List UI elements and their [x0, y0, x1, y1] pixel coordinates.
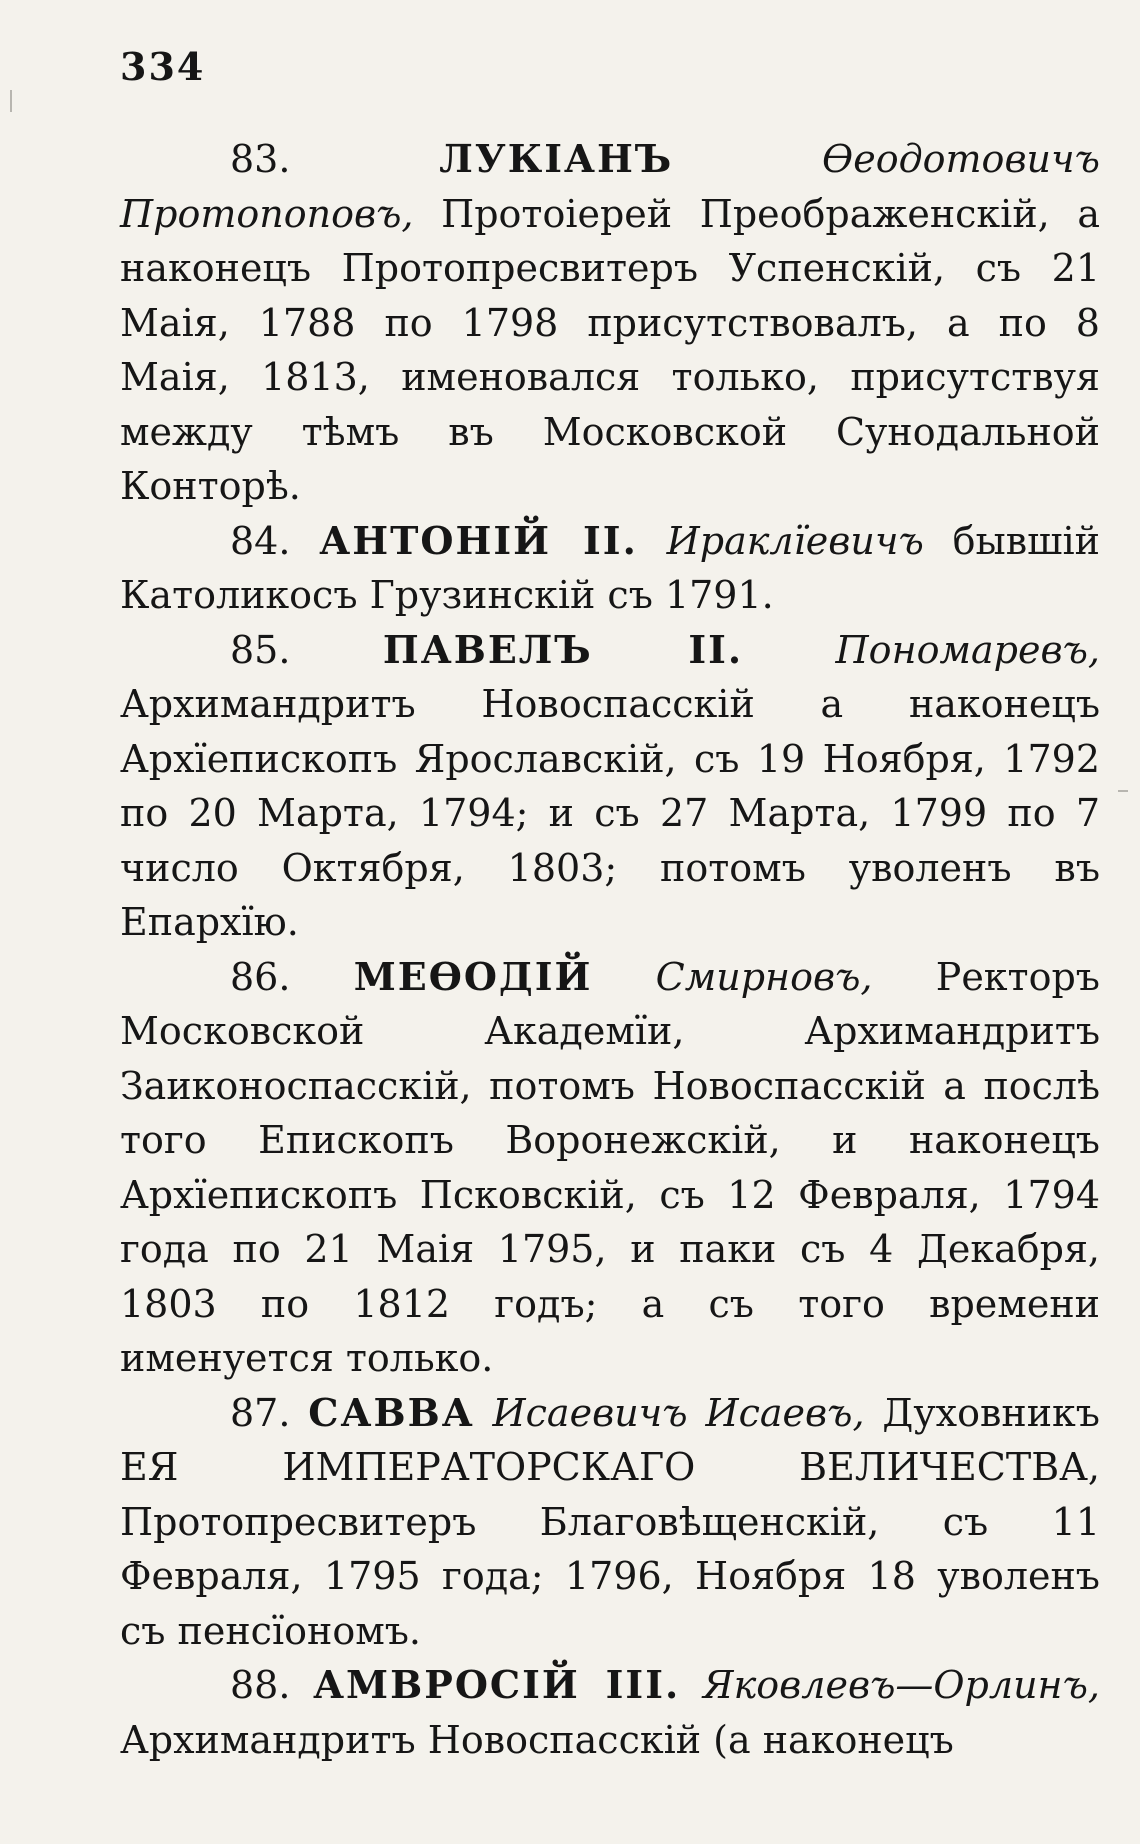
entry-number: 88.: [230, 1663, 291, 1707]
entry-surname: Яковлевъ—Орлинъ,: [702, 1663, 1100, 1707]
entry-name: ПАВЕЛЪ II.: [382, 626, 744, 672]
entry-83: [120, 132, 1100, 514]
entry-name: ЛУКІАНЪ: [439, 136, 674, 181]
entry-number: 86.: [230, 954, 291, 999]
entry-name: АНТОНІЙ II.: [319, 517, 638, 563]
entry-text: Духовникъ ЕЯ ИМПЕРАТОРСКАГО ВЕЛИЧЕСТВА, Протопресвитеръ Благовѣщенскій, съ 11 Февраля, 1795 года; 1796, Ноября 18 уволенъ съ пенсїономъ.: [120, 1390, 1100, 1653]
entry-number: 83.: [230, 137, 291, 181]
entry-name: САВВА: [308, 1389, 475, 1435]
entry-surname: Смирновъ,: [655, 954, 873, 999]
entry-86: [120, 950, 1100, 1386]
entry-text: Архимандритъ Новоспасскій (а наконецъ: [120, 1717, 954, 1762]
entry-surname: Исаевичъ Исаевъ,: [492, 1390, 865, 1435]
entry-87: [120, 1386, 1100, 1659]
entry-name: АМВРОСІЙ III.: [313, 1662, 681, 1707]
scan-mark: [1118, 790, 1128, 792]
entry-text: Протоіерей Преображенскій, а наконецъ Протопресвитеръ Успенскій, съ 21 Маія, 1788 по 1798 присутствовалъ, а по 8 Маія, 1813, именовался только, присутствуя между тѣмъ въ Московской Сунодальной Конторѣ.: [120, 191, 1100, 508]
entries-list: [120, 132, 1100, 1767]
entry-text: Архимандритъ Новоспасскій а наконецъ Архїепископъ Ярославскій, съ 19 Ноября, 1792 по 20 Марта, 1794; и съ 27 Марта, 1799 по 7 число Октября, 1803; потомъ уволенъ въ Епархїю.: [120, 682, 1100, 944]
entry-surname: Пономаревъ,: [835, 627, 1100, 672]
page-number: 334: [120, 44, 206, 89]
entry-number: 87.: [230, 1390, 291, 1435]
entry-surname: Ѳеодотовичъ Протопоповъ,: [120, 137, 1100, 236]
entry-name: МЕѲОДІЙ: [353, 953, 593, 999]
entry-85: [120, 623, 1100, 950]
scan-mark: [10, 90, 12, 112]
entry-84: [120, 514, 1100, 623]
entry-number: 84.: [230, 518, 291, 563]
entry-number: 85.: [230, 627, 291, 672]
entry-text: бывшій Католикосъ Грузинскій съ 1791.: [120, 518, 1100, 617]
entry-88: [120, 1658, 1100, 1767]
entry-text: Ректоръ Московской Академїи, Архимандритъ Заиконоспасскій, потомъ Новоспасскій а послѣ того Епископъ Воронежскій, и наконецъ Архїепископъ Псковскій, съ 12 Февраля, 1794 года по 21 Маія 1795, и паки съ 4 Декабря, 1803 по 1812 годъ; а съ того времени именуется только.: [120, 954, 1100, 1380]
entry-surname: Ираклїевичъ: [666, 518, 924, 563]
